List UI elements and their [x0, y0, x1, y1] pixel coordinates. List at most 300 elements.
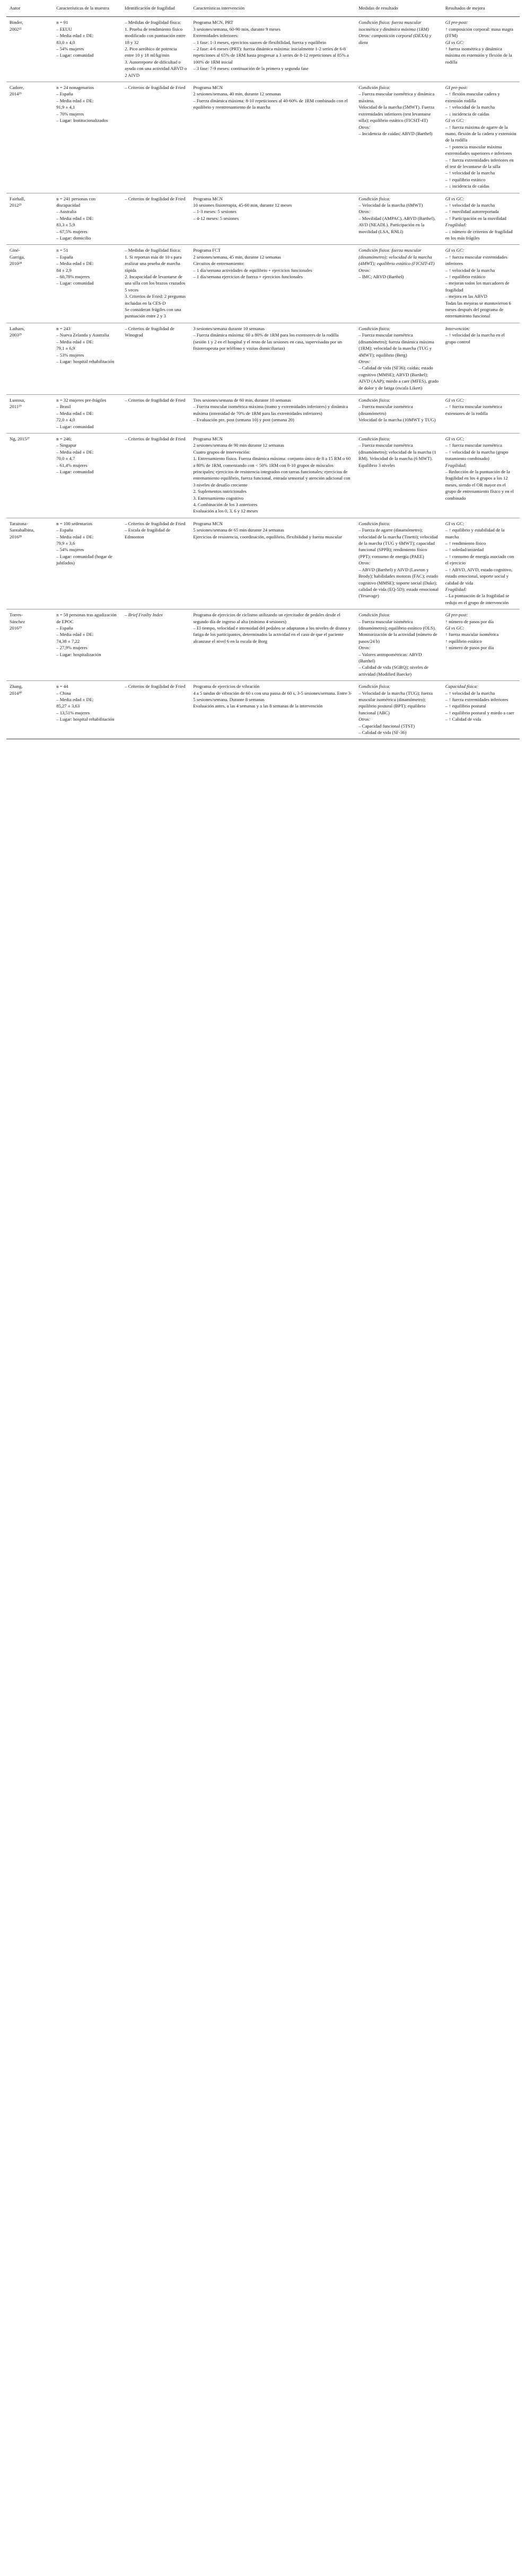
cell-line: Condición física:: [358, 397, 391, 403]
cell-line: Fragilidad:: [445, 462, 467, 468]
sample-cell: [53, 82, 121, 193]
frailty-cell: [121, 681, 190, 739]
results-cell: [442, 245, 520, 323]
cell-line: n = 24 nonagenarios: [56, 85, 94, 91]
cell-line: – Capacidad funcional (5TST): [358, 723, 415, 729]
cell-line: – ↑ velocidad de la marcha: [445, 170, 495, 176]
cell-line: Fragilidad:: [445, 222, 467, 228]
cell-line: – Fuerza dinámica máxima: 8-10 repeticiones al 40-60% de 1RM combinado con el equilibrio y reentrenamiento de la marcha: [193, 98, 348, 110]
cell-line: – Fuerza muscular isométrica máxima (tramo y extremidades inferiores) y dinámica máxima (intensidad de 70% de 1RM para las extremidades inferiores): [193, 404, 348, 416]
cell-line: Santabalbina,: [10, 527, 35, 533]
cell-line: – Fuerza muscular isométrica (dinamómetro); equilibrio estático (OLS). Monitorización de la actividad (número de pasos/24 h): [358, 618, 437, 644]
cell-line: – ↑ fuerza extremidades inferiores: [445, 697, 509, 702]
cell-line: Programa MCN: [193, 85, 223, 91]
intervention-cell: [190, 323, 355, 394]
cell-line: 2. Suplementos nutricionales: [193, 489, 247, 494]
table-body: [6, 17, 520, 739]
sample-cell: [53, 518, 121, 609]
cell-line: ↑ número de pasos por día: [445, 618, 494, 624]
cell-line: – Lugar: hospitalización: [56, 651, 101, 657]
cell-line: n = 246;: [56, 436, 72, 441]
sample-cell: [53, 681, 121, 739]
sample-cell: [53, 17, 121, 82]
cell-line: Programa de ejercicios de ciclismo utilizando un ejercitador de pedales desde el segundo día de ingreso al alta (mínimo 4 sesiones): [193, 612, 340, 624]
cell-line: – Media edad ± DE:: [56, 410, 94, 416]
cell-line: 2016²⁹: [10, 625, 22, 631]
study-table-page: [6, 3, 520, 739]
cell-line: Tarazona-: [10, 520, 28, 526]
cell-line: – Fuerza muscular isométrica (dinamómetro); velocidad de la marcha (1 RM). Velocidad de la marcha (6 MWT). Equilibrio 3 niveles: [358, 442, 436, 468]
cell-line: Condición física:: [358, 520, 391, 526]
cell-line: – Escala de fragilidad de Edmonton: [125, 527, 171, 539]
cell-line: 2014³⁰: [10, 690, 22, 696]
cell-line: ↑ equilibrio estático: [445, 638, 482, 644]
cell-line: Evaluación antes, a las 4 semanas y a las 8 semanas de la intervención: [193, 703, 323, 709]
cell-line: – España: [56, 254, 73, 260]
cell-line: 3 sesiones/semana, 60-90 min, durante 9 meses: [193, 26, 280, 32]
cell-line: Otros: composición corporal (DEXA) y dieta: [358, 33, 432, 45]
cell-line: Sánchez: [10, 618, 25, 624]
cell-line: GI vs GC:: [445, 436, 464, 441]
cell-line: – Lugar: comunidad: [56, 52, 94, 58]
cell-line: – Criterios de fragilidad de Fried: [125, 85, 186, 91]
cell-line: 2 sesiones/semana, 40 min, durante 12 semanas: [193, 91, 281, 97]
cell-line: – Lugar: Institucionalizados: [56, 118, 108, 123]
cell-line: – Fuerza muscular isométrica y dinámica máxima.: [358, 91, 435, 103]
cell-line: Intervención:: [445, 325, 470, 331]
cell-line: – Brief Frailty Index: [125, 612, 163, 618]
cell-line: – Velocidad de la marcha (6MWT): [358, 202, 423, 208]
cell-line: 1. Entrenamiento físico. Fuerza dinámica máxima: conjunto único de 8 a 15 RM o 60 a 80% de 1RM, comenzando con < 50% 1RM con 8-10 grupos de músculos principales; ejercicios de resistencia integrados con tareas funcionales; ejercicios de entrenamiento equilibrio, fuerza funcional, entrada sensorial y atención adicional con 3 niveles de desafío creciente: [193, 456, 351, 488]
outcomes-cell: [355, 433, 442, 518]
cell-line: – Velocidad de la marcha (TUG); fuerza muscular isométrica (dinamómetro); equilibrio postural (BPT); equilibrio funcional (ABC): [358, 690, 433, 715]
cell-line: – ↑ fuerza extremidades inferiores en el test de levantarse de la silla: [445, 157, 514, 169]
table-row: [6, 17, 520, 82]
cell-line: Tres sesiones/semana de 60 min, durante 10 semanas: [193, 397, 291, 403]
cell-line: ↑ fuerza isométrica y dinámica máxima en extensión y flexión de la rodilla: [445, 46, 512, 65]
cell-line: – Media edad ± DE:: [56, 534, 94, 539]
cell-line: 10 sesiones fisioterapia, 45-60 min, durante 12 meses: [193, 202, 292, 208]
cell-line: – ↑ ABVD, AIVD, estado cognitivo, estado emocional, soporte social y calidad de vida: [445, 566, 513, 586]
header-autor: Autor: [6, 3, 53, 17]
results-cell: [442, 394, 520, 433]
cell-line: – ↓ número de criterios de fragilidad en los más frágiles: [445, 228, 513, 241]
intervention-cell: [190, 17, 355, 82]
cell-line: Capacidad física:: [445, 684, 478, 689]
cell-line: n = 91: [56, 20, 68, 25]
cell-line: – 1 día/semana ejercicios de fuerza + ejercicios funcionales: [193, 274, 303, 280]
cell-line: Condición física:: [358, 196, 391, 201]
cell-line: Velocidad de la marcha (10MWT y TUG): [358, 417, 436, 423]
cell-line: – 70% mujeres: [56, 111, 84, 117]
cell-line: 74,38 ± 7,22: [56, 638, 80, 644]
results-cell: [442, 17, 520, 82]
cell-line: Condición física:: [358, 325, 391, 331]
author-cell: [6, 609, 53, 681]
cell-line: – Media edad ± DE:: [56, 33, 94, 39]
cell-line: – ↑ fuerza muscular isométrica: [445, 442, 502, 448]
frailty-cell: [121, 245, 190, 323]
cell-line: 72,0 ± 4,0: [56, 417, 75, 423]
cell-line: – Fuerza de agarre (dinamómetro); velocidad de la marcha (Tinetti); velocidad de la marcha (TUG y 6MWT); capacidad funcional (SPPB); rendimiento físico (PPT); consumo de energía (PAEE): [358, 527, 438, 559]
cell-line: 79,9 ± 3,6: [56, 541, 75, 546]
author-cell: [6, 394, 53, 433]
cell-line: 2002²²: [10, 26, 22, 32]
cell-line: – La puntuación de la fragilidad se redujo en el grupo de intervención: [445, 593, 510, 605]
cell-line: 2. Pico aeróbico de potencia entre 10 y 18 ml/kg/min: [125, 46, 177, 58]
cell-line: 3. Entrenamiento cognitivo: [193, 495, 244, 501]
cell-line: – 13,51% mujeres: [56, 710, 90, 715]
cell-line: Otros:: [358, 560, 371, 566]
cell-line: Zhang,: [10, 684, 23, 689]
cell-line: GI vs GC:: [445, 118, 464, 123]
cell-line: – Criterios de fragilidad de Fried: [125, 196, 186, 201]
cell-line: – Media edad ± DE:: [56, 215, 94, 221]
cell-line: Otros:: [358, 267, 371, 273]
cell-line: – 1 fase: 1-3 meses, ejercicios suaves de flexibilidad, fuerza y equilibrio: [193, 39, 326, 45]
intervention-cell: [190, 193, 355, 245]
outcomes-cell: [355, 17, 442, 82]
cell-line: 2014²⁶: [10, 91, 22, 97]
author-cell: [6, 82, 53, 193]
frailty-cell: [121, 433, 190, 518]
table-row: [6, 394, 520, 433]
table-row: [6, 82, 520, 193]
header-fragilidad: Identificación de fragilidad: [121, 3, 190, 17]
cell-line: – Lugar: comunidad (hogar de jubilados): [56, 553, 112, 566]
cell-line: n = 32 mujeres pre-frágiles: [56, 397, 107, 403]
cell-line: – España: [56, 91, 73, 97]
outcomes-cell: [355, 518, 442, 609]
cell-line: Otros:: [358, 124, 371, 130]
cell-line: – El tiempo, velocidad e intensidad del pedaleo se adaptaron a los niveles de disnea y fatiga de los participantes, determinados la actividad en el caso de que el paciente alcanzase el nivel 6 en la escala de Borg: [193, 625, 351, 644]
cell-line: n = 58 personas tras agudización de EPOC: [56, 612, 117, 624]
cell-line: – ↑ equilibrio estático: [445, 274, 486, 280]
cell-line: – Criterios de fragilidad de Fried: [125, 436, 186, 441]
cell-line: – Media edad ± DE:: [56, 449, 94, 455]
outcomes-cell: [355, 681, 442, 739]
cell-line: – ↑ consumo de energía asociado con el ejercicio: [445, 553, 514, 566]
cell-line: Condición física: fuerza muscular (dinamómetro); velocidad de la marcha (4MWT); equilibrio estático (FICSIT-4T): [358, 247, 435, 267]
author-cell: [6, 518, 53, 609]
frailty-cell: [121, 82, 190, 193]
cell-line: – ↑ equilibrio postural: [445, 703, 486, 709]
cell-line: ↑ número de pasos por día: [445, 645, 494, 651]
header-intervencion: Características intervención: [190, 3, 355, 17]
cell-line: – ↑ potencia muscular máxima extremidades superiores e inferiores: [445, 144, 512, 156]
cell-line: Programa de ejercicios de vibración: [193, 684, 260, 689]
cell-line: Cadore,: [10, 85, 24, 91]
author-cell: [6, 323, 53, 394]
cell-line: 5 sesiones/semana de 65 min durante 24 semanas: [193, 527, 284, 533]
intervention-cell: [190, 245, 355, 323]
cell-line: 2010²⁴: [10, 261, 22, 267]
cell-line: – ↑ rendimiento físico: [445, 541, 486, 546]
cell-line: – Evaluación pre, post (semana 10) y post (semana 20): [193, 417, 294, 423]
cell-line: – ↑ velocidad de la marcha (grupo tratamiento combinado): [445, 449, 509, 462]
cell-line: – Calidad de vida (SF36); caídas; estado cognitivo (MMSE); ABVD (Barthel); AIVD (AAP); miedo a caer (MFES), grado de dolor y de fatiga (escala Likert): [358, 365, 439, 391]
cell-line: Condición física: fuerza muscular isocinética y dinámica máxima (1RM): [358, 20, 429, 32]
cell-line: – 3 fase: 7-9 meses: continuación de la primera y segunda fase: [193, 66, 309, 72]
cell-line: 4. Combinación de los 3 anteriores: [193, 502, 258, 508]
cell-line: 70,0 ± 4,7: [56, 456, 75, 462]
cell-line: Condición física:: [358, 684, 391, 689]
cell-line: Lustosa,: [10, 397, 25, 403]
cell-line: – Lugar: comunidad: [56, 469, 94, 474]
cell-line: – 54% mujeres: [56, 547, 84, 553]
intervention-cell: [190, 394, 355, 433]
cell-line: – Valores antropométricas: ABVD (Barthel): [358, 651, 422, 663]
cell-line: – Incidencia de caídas; ABVD (Barthel): [358, 130, 433, 136]
cell-line: – ↑ velocidad de la marcha: [445, 104, 495, 110]
cell-line: Torres-: [10, 612, 23, 618]
cell-line: 91,9 ± 4,1: [56, 104, 75, 110]
cell-line: n = 100 sedentarios: [56, 520, 93, 526]
cell-line: – Lugar: hospital rehabilitación: [56, 716, 115, 722]
cell-line: 83,0 ± 4,0: [56, 39, 75, 45]
cell-line: Extremidades inferiores:: [193, 33, 239, 39]
author-cell: [6, 17, 53, 82]
cell-line: – Media edad ± DE:: [56, 98, 94, 103]
cell-line: – Media edad ± DE:: [56, 632, 94, 638]
cell-line: – ↑ Participación en la movilidad: [445, 215, 506, 221]
results-cell: [442, 518, 520, 609]
cell-line: – ↑ flexión muscular cadera y extensión rodilla: [445, 91, 500, 103]
cell-line: – 54% mujeres: [56, 46, 84, 52]
cell-line: GI pre-post:: [445, 85, 468, 91]
cell-line: 2 sesiones/semana de 90 min durante 12 semanas: [193, 442, 284, 448]
table-row: [6, 681, 520, 739]
cell-line: Giné-: [10, 247, 20, 253]
cell-line: – Medidas de fragilidad física:: [125, 247, 181, 253]
header-medidas: Medidas de resultado: [355, 3, 442, 17]
cell-line: – 67,5% mujeres: [56, 228, 87, 234]
outcomes-cell: [355, 609, 442, 681]
cell-line: – ↑ soledad/ansiedad: [445, 547, 484, 553]
cell-line: Cuatro grupos de intervención:: [193, 449, 251, 455]
results-cell: [442, 433, 520, 518]
cell-line: Programa MCN, PRT: [193, 20, 233, 25]
cell-line: Programa MCN: [193, 436, 223, 441]
cell-line: – 1-3 meses: 5 sesiones: [193, 209, 236, 215]
cell-line: – Media edad ± DE:: [56, 261, 94, 267]
sample-cell: [53, 323, 121, 394]
cell-line: GI vs GC:: [445, 247, 464, 253]
cell-line: Garriga,: [10, 254, 25, 260]
cell-line: 83,3 ± 5,9: [56, 222, 75, 228]
cell-line: – ↑ equilibrio estático: [445, 176, 486, 182]
frailty-cell: [121, 193, 190, 245]
cell-line: 2011²⁹: [10, 404, 22, 410]
cell-line: 79,1 ± 6,9: [56, 346, 75, 351]
sample-cell: [53, 245, 121, 323]
cell-line: GI vs GC:: [445, 625, 464, 631]
cell-line: Fragilidad:: [445, 586, 467, 592]
cell-line: 84 ± 2,9: [56, 267, 72, 273]
outcomes-cell: [355, 323, 442, 394]
frailty-cell: [121, 17, 190, 82]
cell-line: Programa FCT: [193, 247, 221, 253]
cell-line: GI vs GC:: [445, 196, 464, 201]
intervention-cell: [190, 433, 355, 518]
author-cell: [6, 245, 53, 323]
cell-line: 2003²⁵: [10, 332, 22, 338]
cell-line: n = 51: [56, 247, 68, 253]
cell-line: – 2 fase: 4-6 meses (PRT): fuerza dinámica máxima: inicialmente 1-2 series de 6-8 repeticiones al 65% de 1RM hasta progresar a 3 series de 8-12 repeticiones al 85% a 100% de 1RM inicial: [193, 46, 349, 65]
cell-line: GI vs GC:: [445, 39, 464, 45]
cell-line: – Criterios de fragilidad de Winograd: [125, 325, 174, 338]
cell-line: Otros:: [358, 645, 371, 651]
cell-line: Ng, 2015²⁷: [10, 436, 30, 441]
cell-line: 3. Criterios de Fried: 2 preguntas incluidas en la CES-D: [125, 294, 186, 306]
intervention-cell: [190, 82, 355, 193]
frailty-cell: [121, 518, 190, 609]
frailty-cell: [121, 394, 190, 433]
cell-line: Otros:: [358, 358, 371, 364]
cell-line: – España: [56, 625, 73, 631]
intervention-cell: [190, 518, 355, 609]
author-cell: [6, 193, 53, 245]
cell-line: – mejoran todos los marcadores de fragilidad: [445, 280, 510, 293]
cell-line: n = 243: [56, 325, 71, 331]
results-cell: [442, 323, 520, 394]
cell-line: – ↑ equilibrio postural y miedo a caer: [445, 710, 514, 715]
cell-line: – Calidad de vida (SGRQ); niveles de actividad (Modified Baecke): [358, 665, 428, 677]
cell-line: – ↓ incidencia de caídas: [445, 111, 489, 117]
table-header-row: [6, 3, 520, 17]
cell-line: – Lugar: domicilio: [56, 235, 91, 241]
cell-line: GI pre-post:: [445, 20, 468, 25]
cell-line: – EEUU: [56, 26, 72, 32]
cell-line: – Reducción de la puntuación de la fragilidad en los 4 grupos a los 12 meses, siendo el OR mayor en el grupo de entrenamiento físico y en el combinado: [445, 469, 514, 501]
cell-line: 2 sesiones/semana, 45 min, durante 12 semanas: [193, 254, 281, 260]
cell-line: 2016²⁸: [10, 534, 22, 539]
intervention-cell: [190, 609, 355, 681]
cell-line: – ↑ velocidad de la marcha: [445, 202, 495, 208]
author-cell: [6, 681, 53, 739]
cell-line: Programa MCN: [193, 196, 223, 201]
cell-line: 85,27 ± 3,63: [56, 703, 80, 709]
frailty-cell: [121, 323, 190, 394]
header-muestra: Características de la muestra: [53, 3, 121, 17]
cell-line: 2012²³: [10, 202, 22, 208]
sample-cell: [53, 433, 121, 518]
sample-cell: [53, 193, 121, 245]
cell-line: – Fuerza muscular isométrica (dinamómetro): [358, 404, 413, 416]
cell-line: – Media edad ± DE:: [56, 697, 94, 702]
cell-line: – Fuerza dinámica máxima: 60 a 80% de 1RM para los extensores de la rodilla (sesión 1 y 2 en el hospital y el resto de las sesiones en casa, supervisadas por un fisioterapeuta por teléfono y visitas domiciliarias): [193, 332, 343, 351]
cell-line: – ↑ fuerza máxima de agarre de la mano, flexión de la cadera y extensión de la rodilla: [445, 124, 516, 143]
cell-line: 3. Autorreporte de dificultad o ayuda con una actividad ABVD o 2 AIVD: [125, 59, 187, 78]
cell-line: – Movilidad (AMPAC), ABVD (Barthel), AVD (NEADL). Participación en la movilidad (LSA, RNLI): [358, 215, 436, 234]
header-resultados: Resultados de mejora: [442, 3, 520, 17]
cell-line: – ABVD (Barthel) y AIVD (Lawton y Brody); habilidades motoras (FAC); estado cognitivo (MMSE); soporte social (Duke); calidad de vida (EQ-5D); estado emocional (Yesavage): [358, 566, 439, 599]
cell-line: – 27,9% mujeres: [56, 645, 87, 651]
cell-line: Evaluación a los 0, 3, 6 y 12 meses: [193, 508, 258, 514]
cell-line: – Nueva Zelanda y Australia: [56, 332, 109, 338]
outcomes-cell: [355, 394, 442, 433]
cell-line: Ejercicios de resistencia, coordinación, equilibrio, flexibilidad y fuerza muscular: [193, 534, 342, 539]
cell-line: – ↑ movilidad autorreportada: [445, 209, 499, 215]
cell-line: Otros:: [358, 716, 371, 722]
table-row: [6, 245, 520, 323]
cell-line: – ↑ fuerza muscular extremidades inferiores: [445, 254, 507, 267]
cell-line: – Calidad de vida (SF-36): [358, 730, 407, 736]
cell-line: – China: [56, 690, 71, 696]
cell-line: Programa MCN: [193, 520, 223, 526]
cell-line: – ↑ velocidad de la marcha: [445, 267, 495, 273]
cell-line: n = 241 personas con discapacidad: [56, 196, 96, 208]
outcomes-cell: [355, 193, 442, 245]
cell-line: – Fuerza muscular isométrica (dinamómetro); fuerza dinámica máxima (1RM); velocidad de la marcha (TUG y 4MWT); equilibrio (Berg): [358, 332, 434, 358]
results-cell: [442, 82, 520, 193]
results-cell: [442, 193, 520, 245]
cell-line: – Medidas de fragilidad física:: [125, 20, 181, 25]
cell-line: Otros:: [358, 209, 371, 215]
cell-line: – ↑ Calidad de vida: [445, 716, 481, 722]
cell-line: Condición física:: [358, 85, 391, 91]
cell-line: Circuitos de entrenamiento:: [193, 261, 244, 267]
cell-line: ↑ fuerza muscular isométrica: [445, 632, 499, 638]
cell-line: – ↑ fuerza muscular isométrica extensores de la rodilla: [445, 404, 502, 416]
cell-line: – Lugar: comunidad: [56, 280, 94, 286]
cell-line: Binder,: [10, 20, 23, 25]
cell-line: GI pre-post:: [445, 612, 468, 618]
cell-line: Condición física:: [358, 612, 391, 618]
outcomes-cell: [355, 245, 442, 323]
cell-line: 4 a 5 tandas de vibración de 60 s con una pausa de 60 s, 3-5 sesiones/semana. Entre 3-5 sesiones/semana. Durante 8 semanas: [193, 690, 352, 702]
cell-line: 1. Si reportan más de 10 s para realizar una prueba de marcha rápida: [125, 254, 182, 273]
cell-line: – Criterios de fragilidad de Fried: [125, 397, 186, 403]
frailty-cell: [121, 609, 190, 681]
table-row: [6, 323, 520, 394]
table-row: [6, 193, 520, 245]
cell-line: ↑ composición corporal: masa magra (FFM): [445, 26, 514, 39]
cell-line: – Criterios de fragilidad de Fried: [125, 684, 186, 689]
outcomes-cell: [355, 82, 442, 193]
author-cell: [6, 433, 53, 518]
cell-line: – Singapur: [56, 442, 77, 448]
cell-line: – Australia: [56, 209, 77, 215]
cell-line: Condición física:: [358, 436, 391, 441]
cell-line: Latham,: [10, 325, 25, 331]
cell-line: – Lugar: hospital rehabilitación: [56, 358, 115, 364]
cell-line: – 1 día/semana actividades de equilibrio + ejercicios funcionales: [193, 267, 312, 273]
intervention-cell: [190, 681, 355, 739]
cell-line: 2. Incapacidad de levantarse de una silla con los brazos cruzados 5 veces: [125, 274, 186, 293]
cell-line: – 60,78% mujeres: [56, 274, 90, 280]
table-row: [6, 609, 520, 681]
cell-line: – Media edad ± DE:: [56, 339, 94, 344]
cell-line: – ↑ equilibrio y estabilidad de la marcha: [445, 527, 505, 539]
cell-line: GI vs GC:: [445, 520, 464, 526]
cell-line: 3 sesiones/semana durante 10 semanas: [193, 325, 265, 331]
cell-line: – Brasil: [56, 404, 71, 410]
cell-line: – Criterios de fragilidad de Fried: [125, 520, 186, 526]
studies-table: [6, 3, 520, 739]
cell-line: – 53% mujeres: [56, 352, 84, 358]
table-row: [6, 518, 520, 609]
cell-line: 1. Prueba de rendimiento físico modificado con puntuación entre 18 y 32: [125, 26, 186, 45]
results-cell: [442, 681, 520, 739]
cell-line: – IMC; ABVD (Barthel): [358, 274, 404, 280]
cell-line: – ↑ velocidad de la marcha en el grupo control: [445, 332, 505, 344]
cell-line: – ↑ velocidad de la marcha: [445, 690, 495, 696]
cell-line: Se consideran frágiles con una puntuación entre 2 y 3: [125, 307, 181, 319]
sample-cell: [53, 394, 121, 433]
cell-line: n = 44: [56, 684, 68, 689]
cell-line: – 4-12 meses: 5 sesiones: [193, 215, 239, 221]
